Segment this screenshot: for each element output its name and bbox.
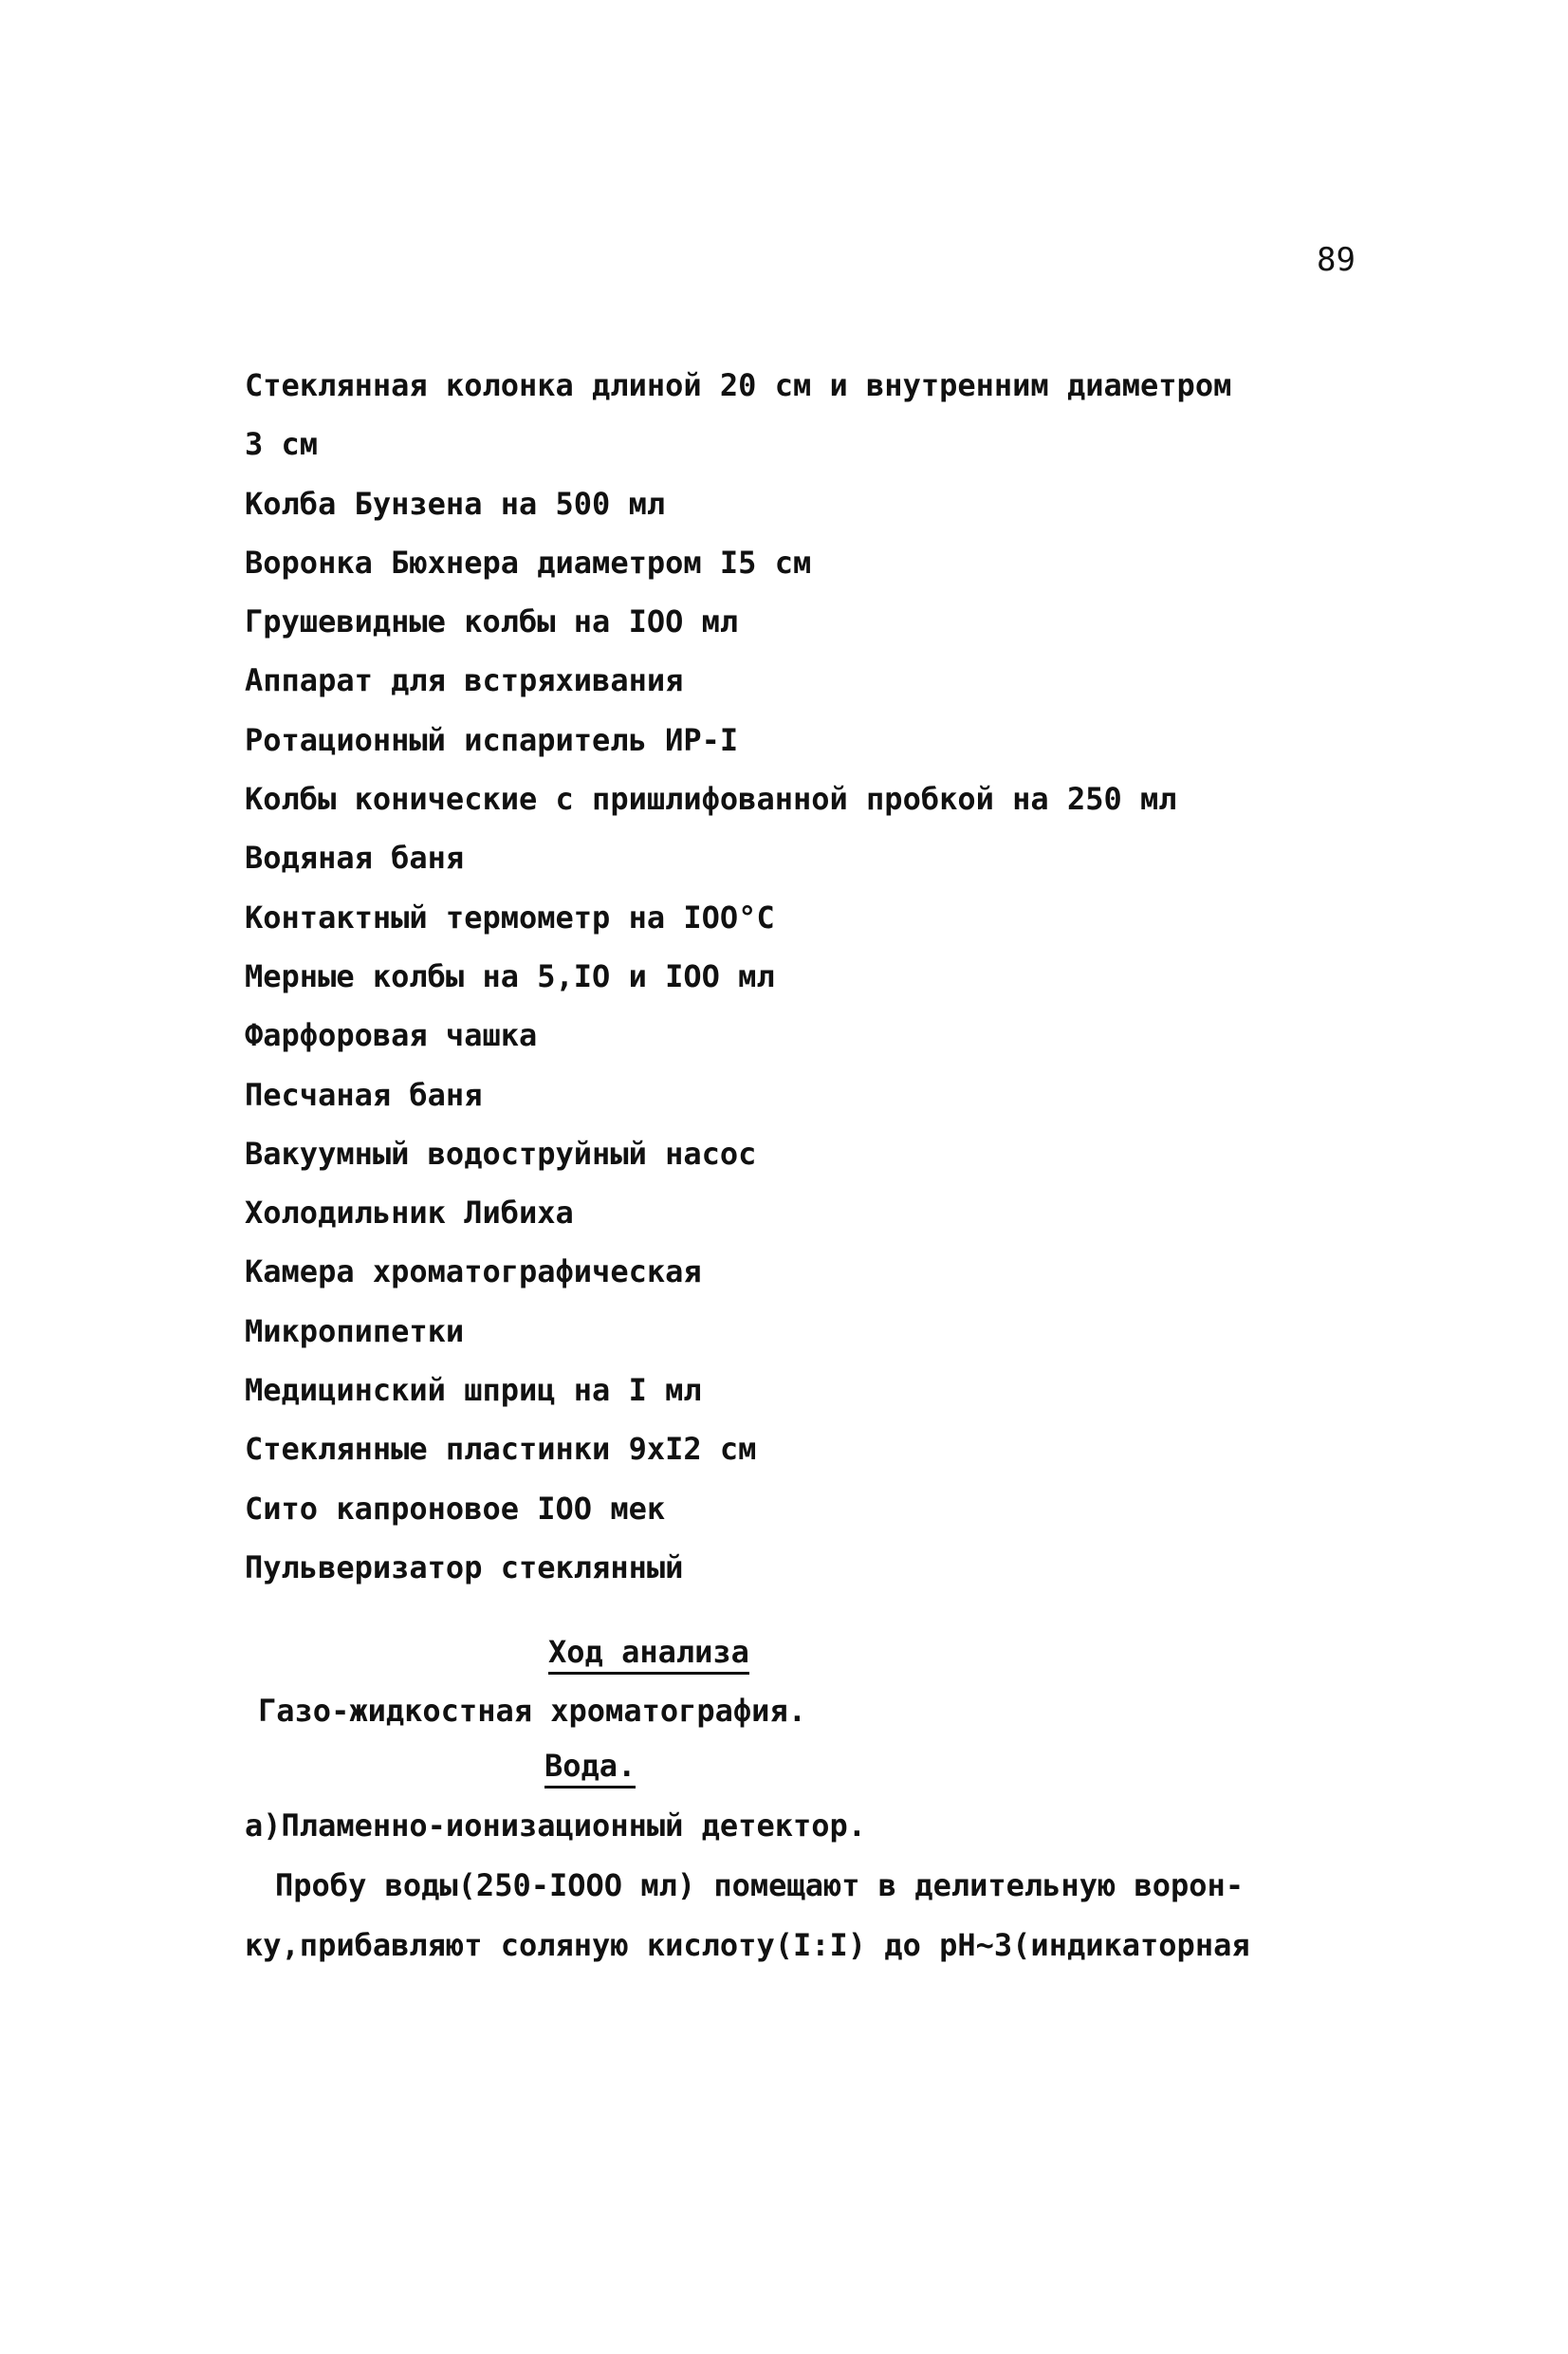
- equipment-item: Ротационный испаритель ИР-I: [245, 721, 739, 758]
- equipment-item: Контактный термометр на IOO°C: [245, 899, 775, 936]
- page-number: 89: [1317, 241, 1356, 279]
- procedure-line: ку,прибавляют соляную кислоту(I:I) до pH~3(индикаторная: [245, 1927, 1250, 1963]
- equipment-item: 3 см: [245, 426, 319, 463]
- equipment-item: Фарфоровая чашка: [245, 1017, 538, 1054]
- equipment-item: Водяная баня: [245, 840, 465, 877]
- equipment-item: Вакуумный водоструйный насос: [245, 1135, 757, 1172]
- equipment-item: Аппарат для встряхивания: [245, 662, 684, 699]
- equipment-item: Грушевидные колбы на IOO мл: [245, 603, 739, 640]
- equipment-item: Стеклянная колонка длиной 20 см и внутренним диаметром: [245, 367, 1232, 403]
- procedure-line: Пробу воды(250-IOOO мл) помещают в делительную ворон-: [275, 1867, 1245, 1903]
- equipment-item: Пульверизатор стеклянный: [245, 1548, 684, 1585]
- equipment-item: Микропипетки: [245, 1312, 465, 1349]
- equipment-item: Колба Бунзена на 500 мл: [245, 485, 666, 522]
- equipment-item: Мерные колбы на 5,IO и IOO мл: [245, 957, 775, 994]
- equipment-item: Камера хроматографическая: [245, 1253, 702, 1290]
- technique-title: Газо-жидкостная хроматография.: [258, 1693, 806, 1729]
- equipment-item: Стеклянные пластинки 9xI2 см: [245, 1431, 757, 1468]
- method-heading: Ход анализа: [548, 1634, 749, 1675]
- sample-type-heading: Вода.: [544, 1748, 636, 1789]
- equipment-item: Колбы конические с пришлифованной пробкой на 250 мл: [245, 781, 1177, 818]
- equipment-item: Холодильник Либиха: [245, 1195, 574, 1232]
- equipment-item: Медицинский шприц на I мл: [245, 1372, 702, 1409]
- equipment-item: Воронка Бюхнера диаметром I5 см: [245, 544, 812, 581]
- equipment-item: Песчаная баня: [245, 1076, 483, 1113]
- detector-heading: а)Пламенно-ионизационный детектор.: [245, 1807, 867, 1844]
- equipment-list: [245, 364, 1231, 1605]
- equipment-item: Сито капроновое IOO мек: [245, 1490, 666, 1527]
